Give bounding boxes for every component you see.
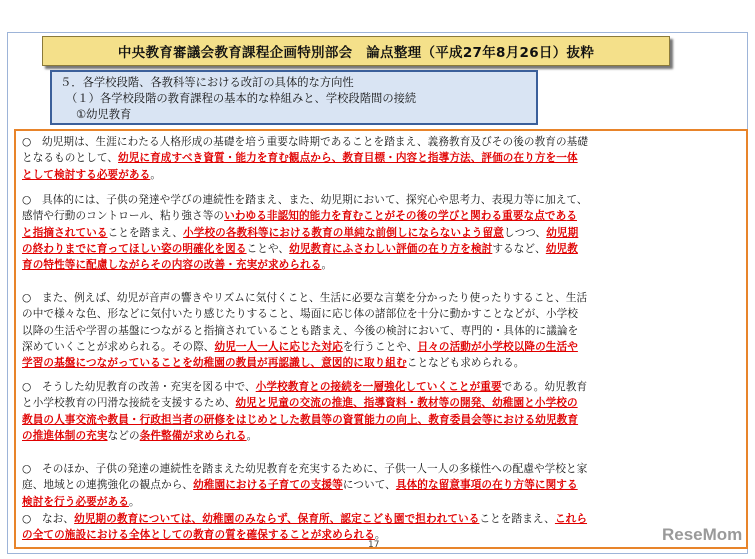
highlighted-text: 具体的な留意事項の在り方等に関する (395, 479, 578, 492)
body-text: ○ そうした幼児教育の改善・充実を図る中で、 (22, 381, 256, 393)
section-heading-line-3: ①幼児教育 (76, 108, 132, 121)
body-text: するなど、 (492, 242, 546, 255)
highlighted-text: 小学校教育との接続を一層強化していくことが重要 (255, 381, 502, 393)
paragraph-line (22, 494, 740, 510)
paragraph-line (22, 412, 740, 428)
highlighted-text: 幼児教育にふさわしい評価の在り方を検討 (289, 242, 493, 255)
body-text: の中で様々な色、形などに気付いたり感じたりすること、場面に応じ体の諸部位を十分に動かすことなどが、小学校 (22, 308, 579, 321)
highlighted-text: 教員の人事交流や教員・行政担当者の研修をはじめとした教員等の資質能力の向上、教育委員会等における幼児教育 (22, 413, 579, 426)
paragraph-3 (22, 290, 740, 371)
body-text: ことなども求められる。 (406, 357, 525, 370)
highlighted-text: の終わりまでに育ってほしい姿の明確化を図る (22, 242, 247, 255)
paragraph-line (22, 290, 740, 306)
paragraph-line (22, 167, 740, 183)
body-text: と小学校教育の円滑な接続を支援するため、 (22, 397, 236, 410)
body-text: ことを踏まえ、 (479, 513, 555, 525)
highlighted-text: 条件整備が求められる (139, 429, 247, 442)
section-heading-box (50, 70, 538, 125)
body-text: ○ なお、 (22, 513, 75, 525)
paragraph-line (22, 339, 740, 355)
resemom-logo (662, 522, 750, 546)
highlighted-text: 検討を行う必要がある (22, 495, 129, 508)
paragraph-line (22, 525, 743, 544)
paragraph-line (22, 477, 740, 493)
paragraph-5 (22, 461, 740, 510)
section-heading-line-2: （１）各学校段階の教育課程の基本的な枠組みと、学校段階間の接続 (66, 92, 417, 105)
body-text: 深めていくことが求められる。その際、 (22, 340, 215, 353)
body-text: 以降の生活や学習の基盤につながると指摘されていることも踏まえ、今後の検討において、専門的・具体的に議論を (22, 324, 579, 337)
paragraph-line (22, 208, 740, 224)
body-text: しつつ、 (503, 226, 547, 239)
body-text: 庭、地域との連携強化の観点から、 (22, 479, 194, 492)
body-text: 感情や行動のコントロール、粘り強さ等の (22, 210, 225, 223)
highlighted-text: 幼児と児童の交流の推進、指導資料・教材等の開発、幼稚園と小学校の (235, 397, 578, 410)
paragraph-6 (22, 511, 743, 544)
body-text: ことを踏まえ、 (107, 226, 184, 239)
paragraph-line (22, 395, 740, 411)
paragraph-line (22, 379, 740, 395)
highlighted-text: 幼児教 (545, 242, 578, 255)
body-text: について、 (342, 479, 396, 492)
body-text: ことや、 (246, 242, 290, 255)
body-text: となるものとして、 (22, 152, 119, 165)
body-text: 。 (150, 168, 162, 181)
paragraph-line (22, 150, 740, 166)
body-text: を行うことや、 (342, 340, 418, 353)
highlighted-text: る (566, 210, 578, 223)
highlighted-text: これら (554, 513, 588, 525)
highlighted-text: と指摘されている (22, 226, 108, 239)
paragraph-line (22, 511, 740, 527)
paragraph-1 (22, 134, 740, 183)
paragraph-line (22, 241, 740, 257)
highlighted-text: 幼児に育成すべき資質・能力を育む観点から、教育目標・内容と指導方法、評価の在り方を一体 (118, 152, 578, 165)
paragraph-2 (22, 192, 740, 273)
resemom-logo-text: ReseMom (662, 525, 743, 544)
highlighted-text: 幼稚園における子育ての支援等 (193, 479, 343, 492)
paragraph-line (22, 306, 740, 322)
paragraph-line (22, 323, 740, 339)
body-text: 。 (246, 429, 258, 442)
highlighted-text: 日々の活動が小学校以降の生活や (417, 340, 578, 353)
highlighted-text: いわゆる非認知的能力を育むことがその後の学びと関わる重要な点であ (224, 210, 567, 223)
section-heading-line-1: ５．各学校段階、各教科等における改訂の具体的な方向性 (60, 76, 354, 89)
page-number: 17 (368, 540, 380, 550)
highlighted-text: の推進体制の充実 (22, 429, 108, 442)
body-text: 。 (128, 495, 140, 508)
slide-title (42, 36, 670, 66)
body-text: ○ そのほか、子供の発達の連続性を踏まえた幼児教育を充実するために、子供一人一人の多様性への配慮や学校と家 (22, 463, 588, 475)
body-text: 。 (321, 259, 333, 272)
highlighted-text: の全ての施設における全体としての教育の質を確保する (22, 529, 290, 542)
highlighted-text: として検討する必要がある (22, 168, 151, 181)
highlighted-text: 学習の基盤につながっていることを幼稚園の教員が再認識し、意図的に取り組む (22, 357, 407, 370)
paragraph-4 (22, 379, 740, 444)
highlighted-text: 幼児一人一人に応じた対応 (214, 340, 343, 353)
paragraph-line (22, 461, 740, 477)
paragraph-line (22, 257, 740, 273)
paragraph-line (22, 134, 740, 150)
highlighted-text: 幼児期の教育については、幼稚園のみならず、保育所、認定こども園で担われている (74, 513, 480, 525)
slide-title-text: 中央教育審議会教育課程企画特別部会 論点整理（平成27年8月26日）抜粋 (117, 45, 595, 61)
body-text: ○ 具体的には、子供の発達や学びの連続性を踏まえ、また、幼児期において、探究心や思考力、表現力等に加えて、 (22, 194, 588, 206)
body-text: である。幼児教育 (501, 381, 588, 393)
body-text: 。 (374, 529, 386, 542)
highlighted-text: 育の特性等に配慮しながらその内容の改善・充実が求められる (22, 259, 322, 272)
body-text: などの (107, 429, 140, 442)
paragraph-line (22, 192, 740, 208)
highlighted-text: 幼児期 (546, 226, 579, 239)
body-text: ○ また、例えば、幼児が音声の響きやリズムに気付くこと、生活に必要な言葉を分かったり使ったりすること、生活 (22, 292, 588, 304)
highlighted-text: 小学校の各教科等における教育の単純な前倒しにならないよう留意 (183, 226, 504, 239)
paragraph-line (22, 428, 740, 444)
paragraph-line (22, 225, 740, 241)
body-text: ○ 幼児期は、生涯にわたる人格形成の基礎を培う重要な時期であることを踏まえ、義務教育及びその後の教育の基礎 (22, 136, 589, 148)
highlighted-text: ことが求められる (289, 529, 375, 542)
paragraph-line (22, 355, 740, 371)
